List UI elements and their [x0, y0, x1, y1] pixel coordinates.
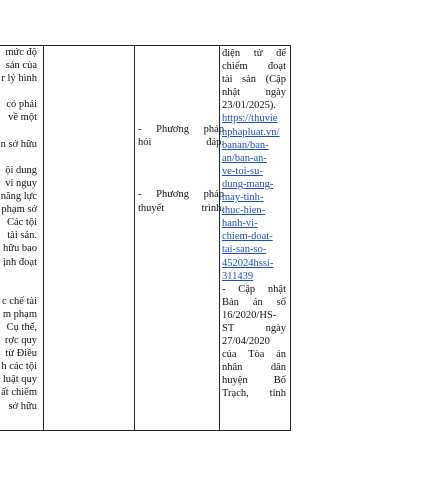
- content-text-fragment: rợc quy: [4, 335, 37, 347]
- content-text-fragment: tài sản.: [7, 230, 37, 242]
- column-divider-1: [43, 46, 44, 430]
- blank-line: [138, 175, 224, 188]
- content-text-fragment: ội dung: [5, 164, 37, 176]
- blank-line: [0, 282, 37, 295]
- content-text-fragment: n sở hữu: [0, 138, 37, 150]
- reference-link-line[interactable]: dung-mang-: [222, 178, 274, 190]
- reference-text-line: ST ngày: [222, 322, 286, 334]
- content-text-fragment: r lý hình: [1, 73, 37, 85]
- content-text-fragment: từ Điều: [5, 348, 37, 360]
- reference-link-line[interactable]: https://thuvie: [222, 113, 278, 125]
- blank-line: [0, 151, 37, 164]
- blank-line: [0, 85, 37, 98]
- reference-text-line: của Tòa án: [222, 349, 286, 361]
- reference-link-line[interactable]: 452024hssi-: [222, 257, 274, 269]
- content-text-fragment: ịnh đoạt: [2, 256, 37, 268]
- content-text-fragment: m phạm: [2, 308, 37, 320]
- content-text-fragment: vi nguy: [5, 177, 37, 189]
- blank-line: [138, 162, 224, 175]
- content-text-fragment: về một: [8, 112, 37, 124]
- content-text-fragment: có phải: [6, 99, 37, 111]
- reference-text-line: Trạch, tỉnh: [222, 388, 286, 400]
- reference-link-line[interactable]: tai-san-so-: [222, 244, 267, 256]
- content-text-fragment: h các tội: [1, 361, 37, 373]
- reference-text-line: điện tử để: [222, 48, 286, 59]
- blank-line: [138, 149, 224, 162]
- method-text-line: thuyết trình.: [138, 202, 224, 214]
- reference-link-line[interactable]: thuc-hien-: [222, 205, 266, 217]
- reference-text-line: 23/01/2025).: [222, 100, 276, 112]
- reference-column: [222, 46, 286, 401]
- blank-line: [0, 269, 37, 282]
- reference-text-line: nhật ngày: [222, 87, 286, 99]
- content-text-fragment: luật quy: [2, 374, 37, 386]
- reference-link-line[interactable]: banan/ban-: [222, 139, 269, 151]
- reference-text-line: 16/2020/HS-: [222, 309, 277, 321]
- reference-text-line: 27/04/2020: [222, 336, 270, 348]
- reference-link-line[interactable]: an/ban-an-: [222, 152, 267, 164]
- reference-text-line: nhân dân: [222, 362, 286, 374]
- column-divider-4: [290, 46, 291, 430]
- teaching-method-column: [138, 46, 224, 215]
- content-text-fragment: phạm sở: [1, 204, 37, 216]
- lesson-plan-table: [0, 45, 291, 431]
- content-text-fragment: hữu bao: [3, 243, 37, 255]
- blank-line: [0, 125, 37, 138]
- reference-link-line[interactable]: ve-toi-su-: [222, 165, 263, 177]
- content-column-cropped: [0, 46, 40, 413]
- content-text-fragment: mức độ: [5, 47, 37, 58]
- reference-link-line[interactable]: 311439: [222, 270, 254, 282]
- reference-link-line[interactable]: chiem-doat-: [222, 231, 273, 243]
- content-text-fragment: ất chiếm: [1, 387, 37, 399]
- column-divider-2: [134, 46, 135, 430]
- reference-text-line: huyện Bố: [222, 375, 286, 387]
- content-text-fragment: sản của: [5, 60, 37, 72]
- method-text-line: hỏi đáp.: [138, 137, 224, 149]
- content-text-fragment: Các tội: [6, 217, 37, 229]
- reference-text-line: - Cập nhật: [222, 283, 286, 295]
- reference-link-line[interactable]: hanh-vi-: [222, 218, 258, 230]
- reference-text-line: tài sản (Cập: [222, 74, 286, 86]
- reference-link-line[interactable]: nphapluat.vn/: [222, 126, 280, 138]
- content-text-fragment: sở hữu: [8, 400, 37, 412]
- reference-link-line[interactable]: may-tinh-: [222, 192, 264, 204]
- reference-text-line: Bản án số: [222, 296, 286, 308]
- reference-text-line: chiếm đoạt: [222, 61, 286, 73]
- content-text-fragment: c chế tài: [2, 295, 37, 307]
- method-text-line: - Phương pháp: [138, 124, 224, 135]
- method-text-line: - Phương pháp: [138, 189, 224, 201]
- content-text-fragment: Cụ thể,: [6, 321, 37, 333]
- content-text-fragment: năng lực: [0, 191, 37, 203]
